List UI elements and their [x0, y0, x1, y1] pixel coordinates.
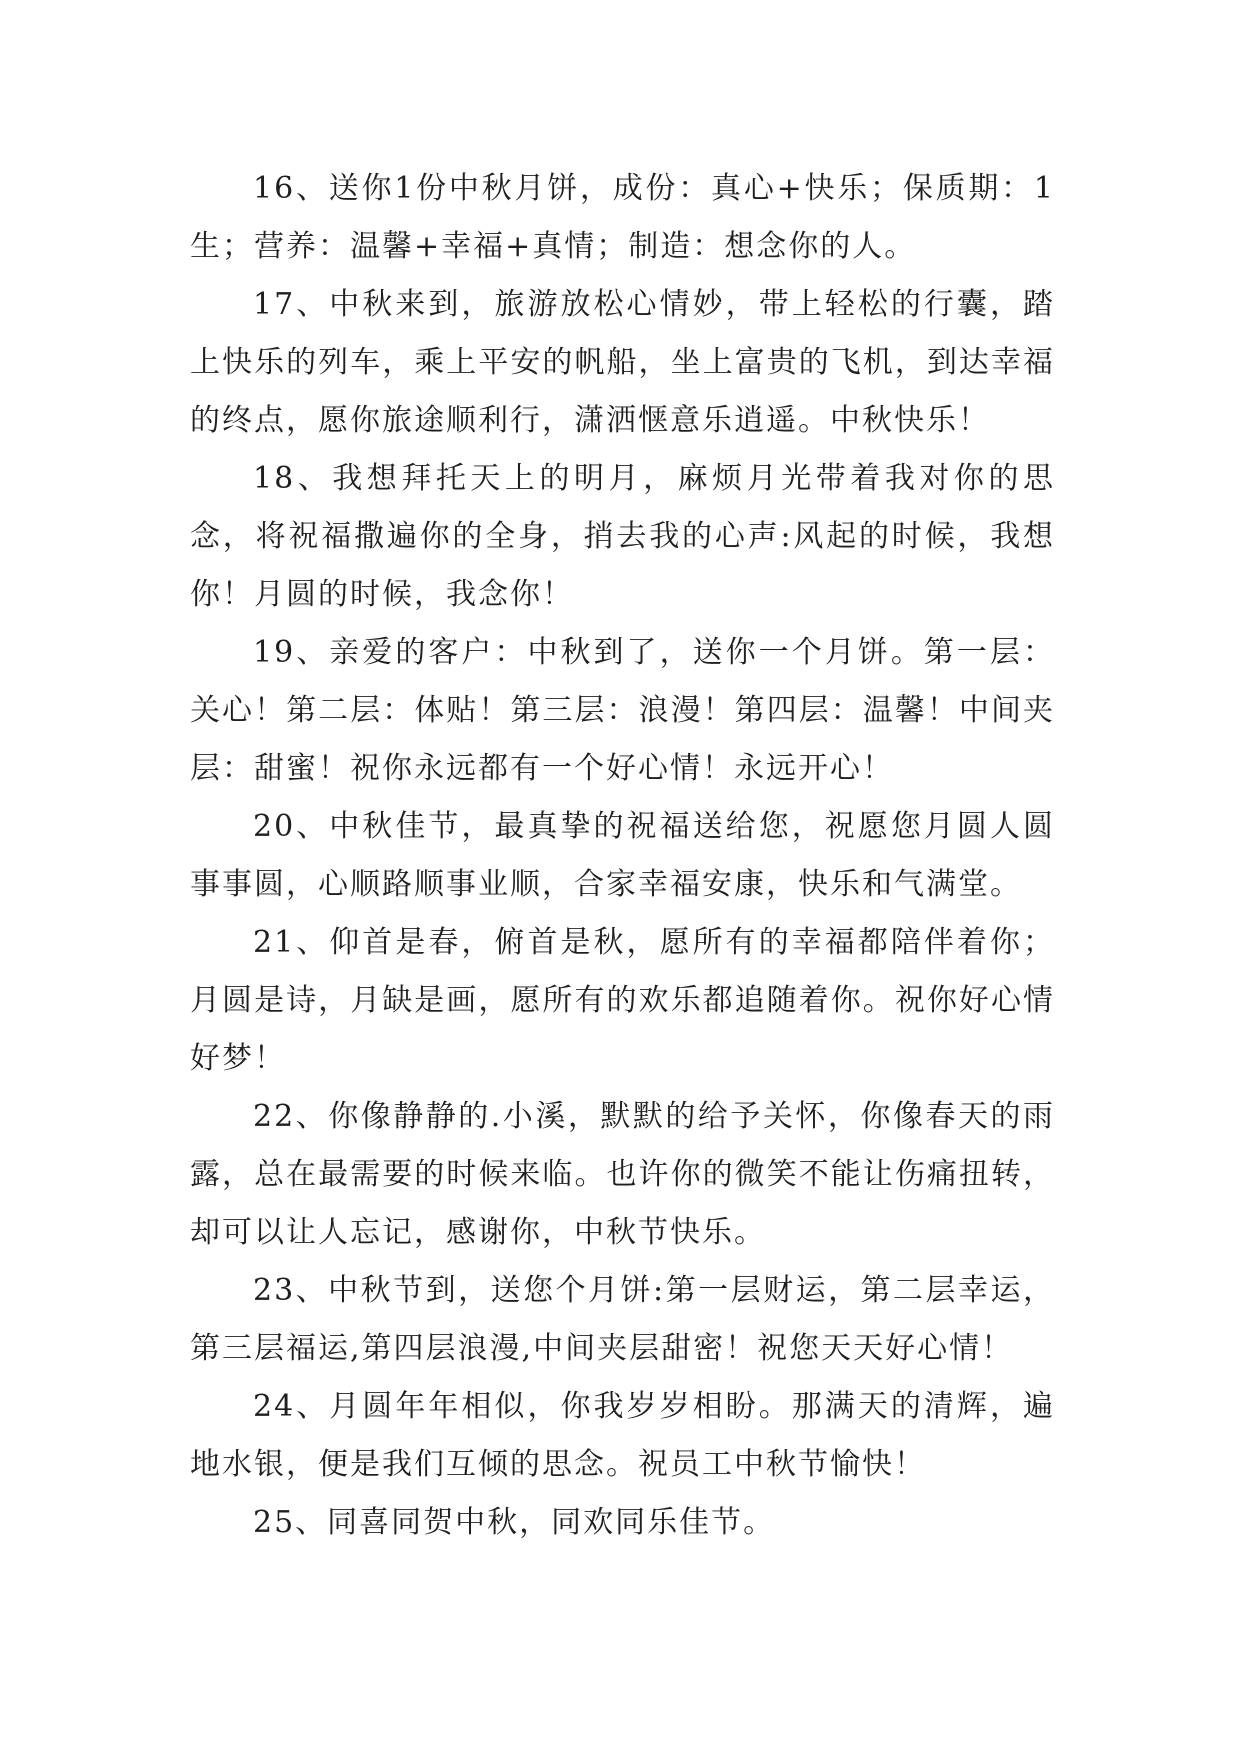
paragraph-23: 23、中秋节到，送您个月饼:第一层财运，第二层幸运，第三层福运,第四层浪漫,中间夹层甜密！祝您天天好心情！	[190, 1273, 1055, 1366]
paragraph-16: 16、送你1份中秋月饼，成份：真心+快乐；保质期：1生；营养：温馨+幸福+真情；制造：想念你的人。	[190, 171, 1055, 264]
paragraph-21: 21、仰首是春，俯首是秋，愿所有的幸福都陪伴着你；月圆是诗，月缺是画，愿所有的欢乐都追随着你。祝你好心情好梦！	[190, 925, 1055, 1076]
paragraph-24: 24、月圆年年相似，你我岁岁相盼。那满天的清辉，遍地水银，便是我们互倾的思念。祝员工中秋节愉快！	[190, 1389, 1055, 1482]
paragraph-22: 22、你像静静的.小溪，默默的给予关怀，你像春天的雨露，总在最需要的时候来临。也许你的微笑不能让伤痛扭转，却可以让人忘记，感谢你，中秋节快乐。	[190, 1099, 1055, 1250]
paragraph-25: 25、同喜同贺中秋，同欢同乐佳节。	[253, 1505, 776, 1540]
paragraph-19: 19、亲爱的客户：中秋到了，送你一个月饼。第一层：关心！第二层：体贴！第三层：浪漫！第四层：温馨！中间夹层：甜蜜！祝你永远都有一个好心情！永远开心！	[190, 635, 1055, 786]
paragraph-20: 20、中秋佳节，最真挚的祝福送给您，祝愿您月圆人圆事事圆，心顺路顺事业顺，合家幸福安康，快乐和气满堂。	[190, 809, 1055, 902]
paragraph-17: 17、中秋来到，旅游放松心情妙，带上轻松的行囊，踏上快乐的列车，乘上平安的帆船，坐上富贵的飞机，到达幸福的终点，愿你旅途顺利行，潇洒惬意乐逍遥。中秋快乐！	[190, 287, 1055, 438]
document-body	[190, 160, 1055, 1552]
paragraph-18: 18、我想拜托天上的明月，麻烦月光带着我对你的思念，将祝福撒遍你的全身，捎去我的心声:风起的时候，我想你！月圆的时候，我念你！	[190, 461, 1055, 612]
